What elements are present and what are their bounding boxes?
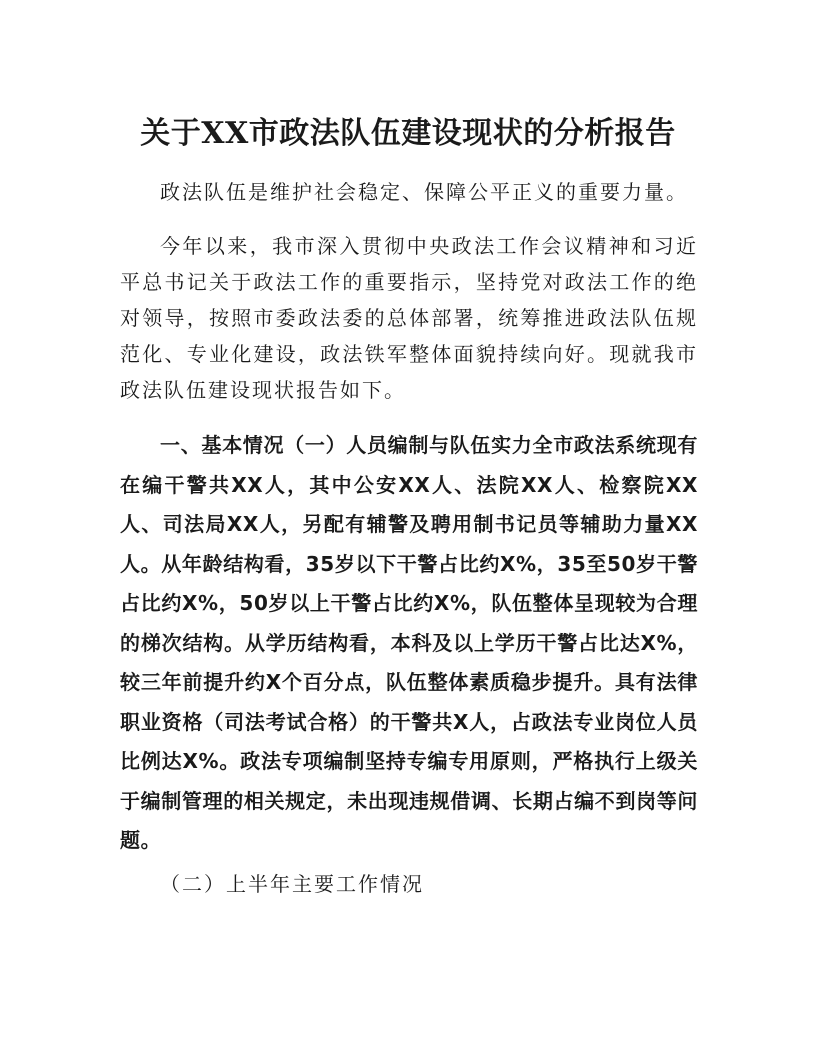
intro-paragraph: 政法队伍是维护社会稳定、保障公平正义的重要力量。: [160, 180, 688, 204]
section-heading-work: （二）上半年主要工作情况: [160, 872, 424, 896]
document-title: 关于XX市政法队伍建设现状的分析报告: [140, 116, 676, 151]
basic-situation-paragraph: 一、基本情况（一）人员编制与队伍实力全市政法系统现有在编干警共XX人，其中公安XX人、法院XX人、检察院XX人、司法局XX人，另配有辅警及聘用制书记员等辅助力量XX人。从年龄结构看，35岁以下干警占比约X%，35至50岁干警占比约X%，50岁以上干警占比约X%，队伍整体呈现较为合理的梯次结构。从学历结构看，本科及以上学历干警占比达X%，较三年前提升约X个百分点，队伍整体素质稳步提升。具有法律职业资格（司法考试合格）的干警共X人，占政法专业岗位人员比例达X%。政法专项编制坚持专编专用原则，严格执行上级关于编制管理的相关规定，未出现违规借调、长期占编不到岗等问题。: [120, 433, 698, 852]
overview-paragraph: 今年以来，我市深入贯彻中央政法工作会议精神和习近平总书记关于政法工作的重要指示，坚持党对政法工作的绝对领导，按照市委政法委的总体部署，统筹推进政法队伍规范化、专业化建设，政法铁军整体面貌持续向好。现就我市政法队伍建设现状报告如下。: [120, 234, 698, 402]
